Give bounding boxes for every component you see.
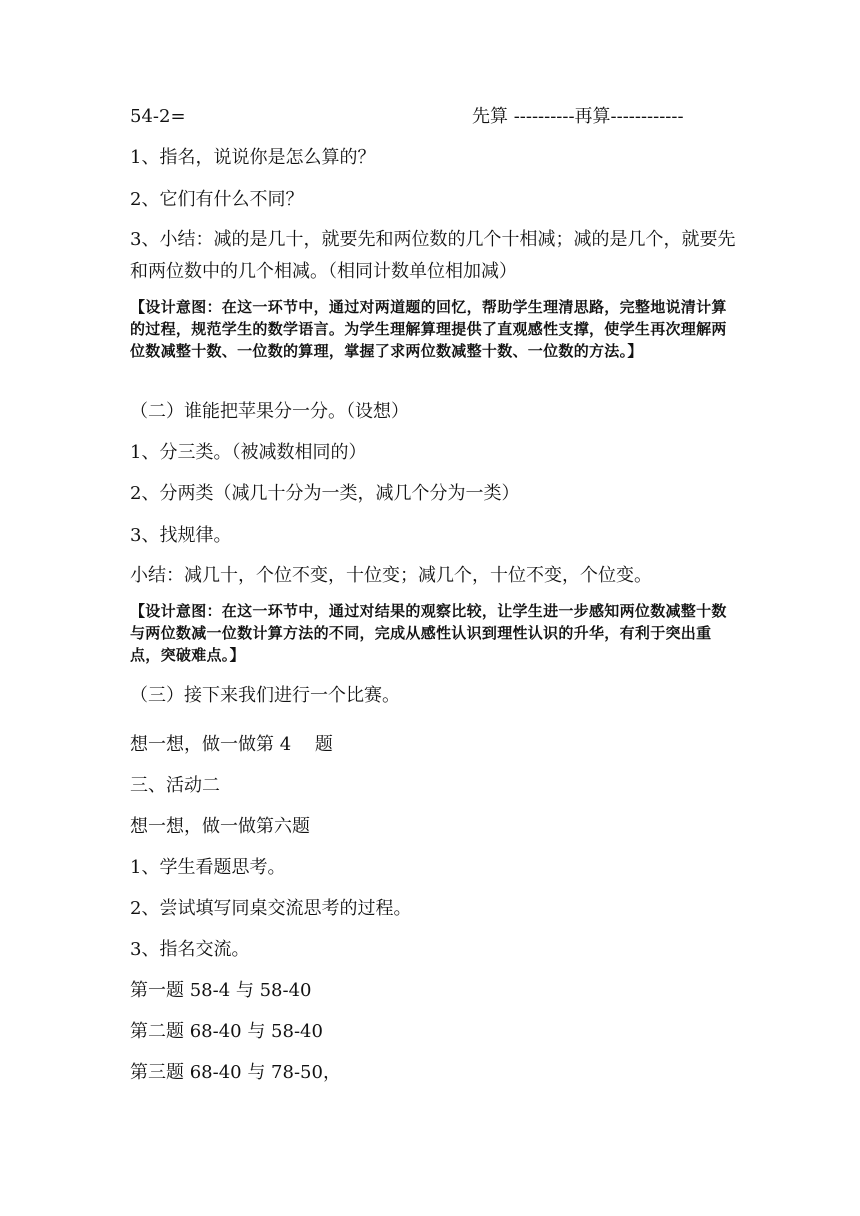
classify-step-1: 1、分三类。（被减数相同的）: [130, 442, 367, 463]
problem-2: 第二题 68-40 与 58-40: [130, 1021, 323, 1042]
equation-text: 54-2=: [130, 106, 186, 127]
section-2-heading: （二）谁能把苹果分一分。（设想）: [130, 401, 409, 422]
summary-2: 小结：减几十，个位不变，十位变；减几个，十位不变，个位变。: [130, 565, 652, 586]
equation-steps-text: 先算 ----------再算------------: [472, 106, 684, 127]
student-step-1: 1、学生看题思考。: [130, 857, 286, 878]
think-do-6: 想一想，做一做第六题: [130, 816, 310, 837]
classify-step-2: 2、分两类（减几十分为一类，减几个分为一类）: [130, 483, 520, 504]
section-3-heading: （三）接下来我们进行一个比赛。: [130, 685, 400, 706]
problem-3: 第三题 68-40 与 78-50，: [130, 1062, 341, 1083]
activity-2-heading: 三、活动二: [130, 775, 220, 796]
design-intent-2: 【设计意图：在这一环节中，通过对结果的观察比较，让学生进一步感知两位数减整十数与两位数减一位数计算方法的不同，完成从感性认识到理性认识的升华，有利于突出重点，突破难点。】: [130, 602, 727, 664]
question-2: 2、它们有什么不同？: [130, 189, 304, 210]
design-intent-1: 【设计意图：在这一环节中，通过对两道题的回忆，帮助学生理清思路，完整地说清计算的过程，规范学生的数学语言。为学生理解算理提供了直观感性支撑，使学生再次理解两位数减整十数、一位数的算理，掌握了求两位数减整十数、一位数的方法。】: [130, 298, 727, 360]
student-step-2: 2、尝试填写同桌交流思考的过程。: [130, 898, 412, 919]
problem-1: 第一题 58-4 与 58-40: [130, 980, 312, 1001]
classify-step-3: 3、找规律。: [130, 525, 232, 546]
think-do-4: 想一想，做一做第 4 题: [130, 734, 333, 755]
student-step-3: 3、指名交流。: [130, 939, 250, 960]
question-1: 1、指名，说说你是怎么算的？: [130, 147, 376, 168]
equation-line: [130, 105, 684, 129]
summary-1: 3、小结：减的是几十，就要先和两位数的几个十相减；减的是几个，就要先和两位数中的几个相减。（相同计数单位相加减）: [130, 229, 736, 282]
